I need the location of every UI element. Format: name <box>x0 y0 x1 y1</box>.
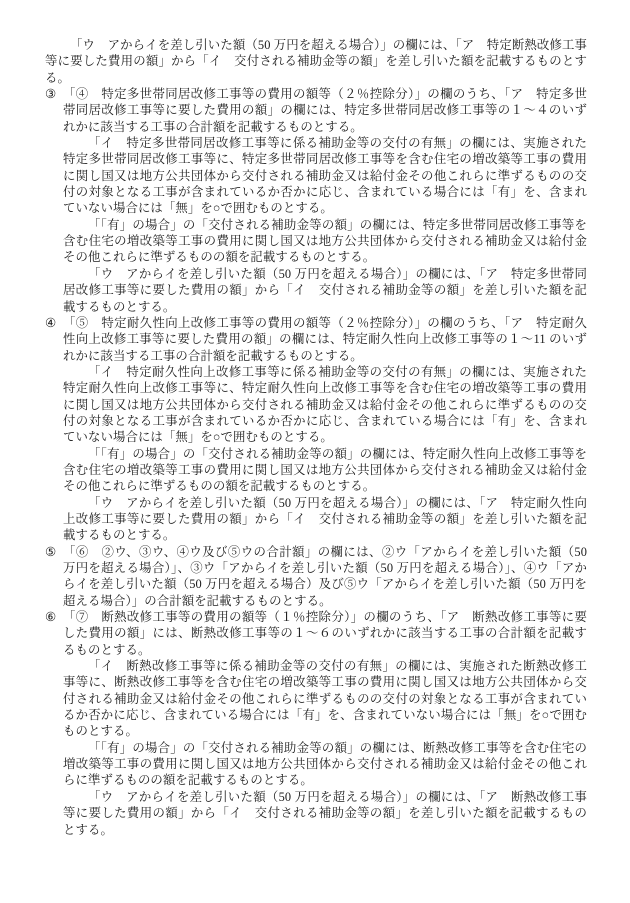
item-sub-paragraph: 「イ 特定耐久性向上改修工事等に係る補助金等の交付の有無」の欄には、実施された特定耐久性向上改修工事等に、特定耐久性向上改修工事等を含む住宅の増改築等工事の費用に関し国又は地方公共団体から交付される補助金又は給付金その他これらに準ずるものの交付の対象となる工事が含まれているか否かに応じ、含まれている場合には「有」を、含まれていない場合には「無」を○で囲むものとする。 <box>63 364 587 445</box>
items-container <box>45 86 587 838</box>
item-sub-paragraph: 「イ 特定多世帯同居改修工事等に係る補助金等の交付の有無」の欄には、実施された特定多世帯同居改修工事等に、特定多世帯同居改修工事等を含む住宅の増改築等工事の費用に関し国又は地方公共団体から交付される補助金又は給付金その他これらに準ずるものの交付の対象となる工事が含まれているか否かに応じ、含まれている場合には「有」を、含まれていない場合には「無」を○で囲むものとする。 <box>63 136 587 216</box>
item-marker: ⑤ <box>45 544 57 559</box>
item-lead-paragraph: 「⑦ 断熱改修工事等の費用の額等（１％控除分）」の欄のうち、「ア 断熱改修工事等に要した費用の額」には、断熱改修工事等の１～６のいずれかに該当する工事の合計額を記載するものとする。 <box>63 610 587 657</box>
item-lead-paragraph: 「⑤ 特定耐久性向上改修工事等の費用の額等（２％控除分）」の欄のうち、「ア 特定耐久性向上改修工事等に要した費用の額」の欄には、特定耐久性向上改修工事等の１～11 のいずれかに該当する工事の合計額を記載するものとする。 <box>63 315 587 363</box>
item-marker: ③ <box>45 87 57 102</box>
item-sub-paragraph: 「イ 断熱改修工事等に係る補助金等の交付の有無」の欄には、実施された断熱改修工事等に、断熱改修工事等を含む住宅の増改築等工事の費用に関し国又は地方公共団体から交付される補助金又は給付金その他これらに準ずるものの交付の対象となる工事が含まれているか否かに応じ、含まれている場合には「有」を、含まれていない場合には「無」を○で囲むものとする。 <box>63 659 587 739</box>
item-marker: ⑥ <box>45 610 57 625</box>
item-marker: ④ <box>45 315 57 330</box>
item-sub-paragraph: 「「有」の場合」の「交付される補助金等の額」の欄には、特定耐久性向上改修工事等を含む住宅の増改築等工事の費用に関し国又は地方公共団体から交付される補助金又は給付金その他これらに準ずるものの額を記載するものとする。 <box>63 446 587 494</box>
numbered-item <box>45 609 587 838</box>
item-sub-paragraph: 「ウ アからイを差し引いた額（50 万円を超える場合）」の欄には、「ア 特定多世帯同居改修工事等に要した費用の額」から「イ 交付される補助金等の額」を差し引いた額を記載するものとする。 <box>63 266 587 314</box>
item-body <box>63 544 587 609</box>
item-body <box>63 315 587 544</box>
item-sub-paragraph: 「ウ アからイを差し引いた額（50 万円を超える場合）」の欄には、「ア 特定耐久性向上改修工事等に要した費用の額」から「イ 交付される補助金等の額」を差し引いた額を記載するものとする。 <box>63 495 587 543</box>
numbered-item <box>45 86 587 315</box>
item-sub-paragraph: 「「有」の場合」の「交付される補助金等の額」の欄には、断熱改修工事等を含む住宅の増改築等工事の費用に関し国又は地方公共団体から交付される補助金又は給付金その他これらに準ずるものの額を記載するものとする。 <box>63 740 587 788</box>
numbered-item <box>45 544 587 609</box>
item-lead-paragraph: 「④ 特定多世帯同居改修工事等の費用の額等（２％控除分）」の欄のうち、「ア 特定多世帯同居改修工事等に要した費用の額」の欄には、特定多世帯同居改修工事等の１～４のいずれかに該当する工事の合計額を記載するものとする。 <box>63 87 587 134</box>
item-sub-paragraph: 「ウ アからイを差し引いた額（50 万円を超える場合）」の欄には、「ア 断熱改修工事等に要した費用の額」から「イ 交付される補助金等の額」を差し引いた額を記載するものとする。 <box>63 789 587 837</box>
intro-continuation-paragraph: 「ウ アからイを差し引いた額（50 万円を超える場合）」の欄には、「ア 特定断熱改修工事等に要した費用の額」から「イ 交付される補助金等の額」を差し引いた額を記載するものとする。 <box>45 38 587 85</box>
numbered-item <box>45 315 587 544</box>
item-lead-paragraph: 「⑥ ②ウ、③ウ、④ウ及び⑤ウの合計額」の欄には、②ウ「アからイを差し引いた額（50 万円を超える場合）」、③ウ「アからイを差し引いた額（50 万円を超える場合）」、④ウ「アからイを差し引いた額（50 万円を超える場合）及び⑤ウ「アからイを差し引いた額（50 万円を超える場合）」の合計額を記載するものとする。 <box>63 544 587 608</box>
item-sub-paragraph: 「「有」の場合」の「交付される補助金等の額」の欄には、特定多世帯同居改修工事等を含む住宅の増改築等工事の費用に関し国又は地方公共団体から交付される補助金又は給付金その他これらに準ずるものの額を記載するものとする。 <box>63 217 587 265</box>
item-body <box>63 609 587 838</box>
item-body <box>63 86 587 315</box>
